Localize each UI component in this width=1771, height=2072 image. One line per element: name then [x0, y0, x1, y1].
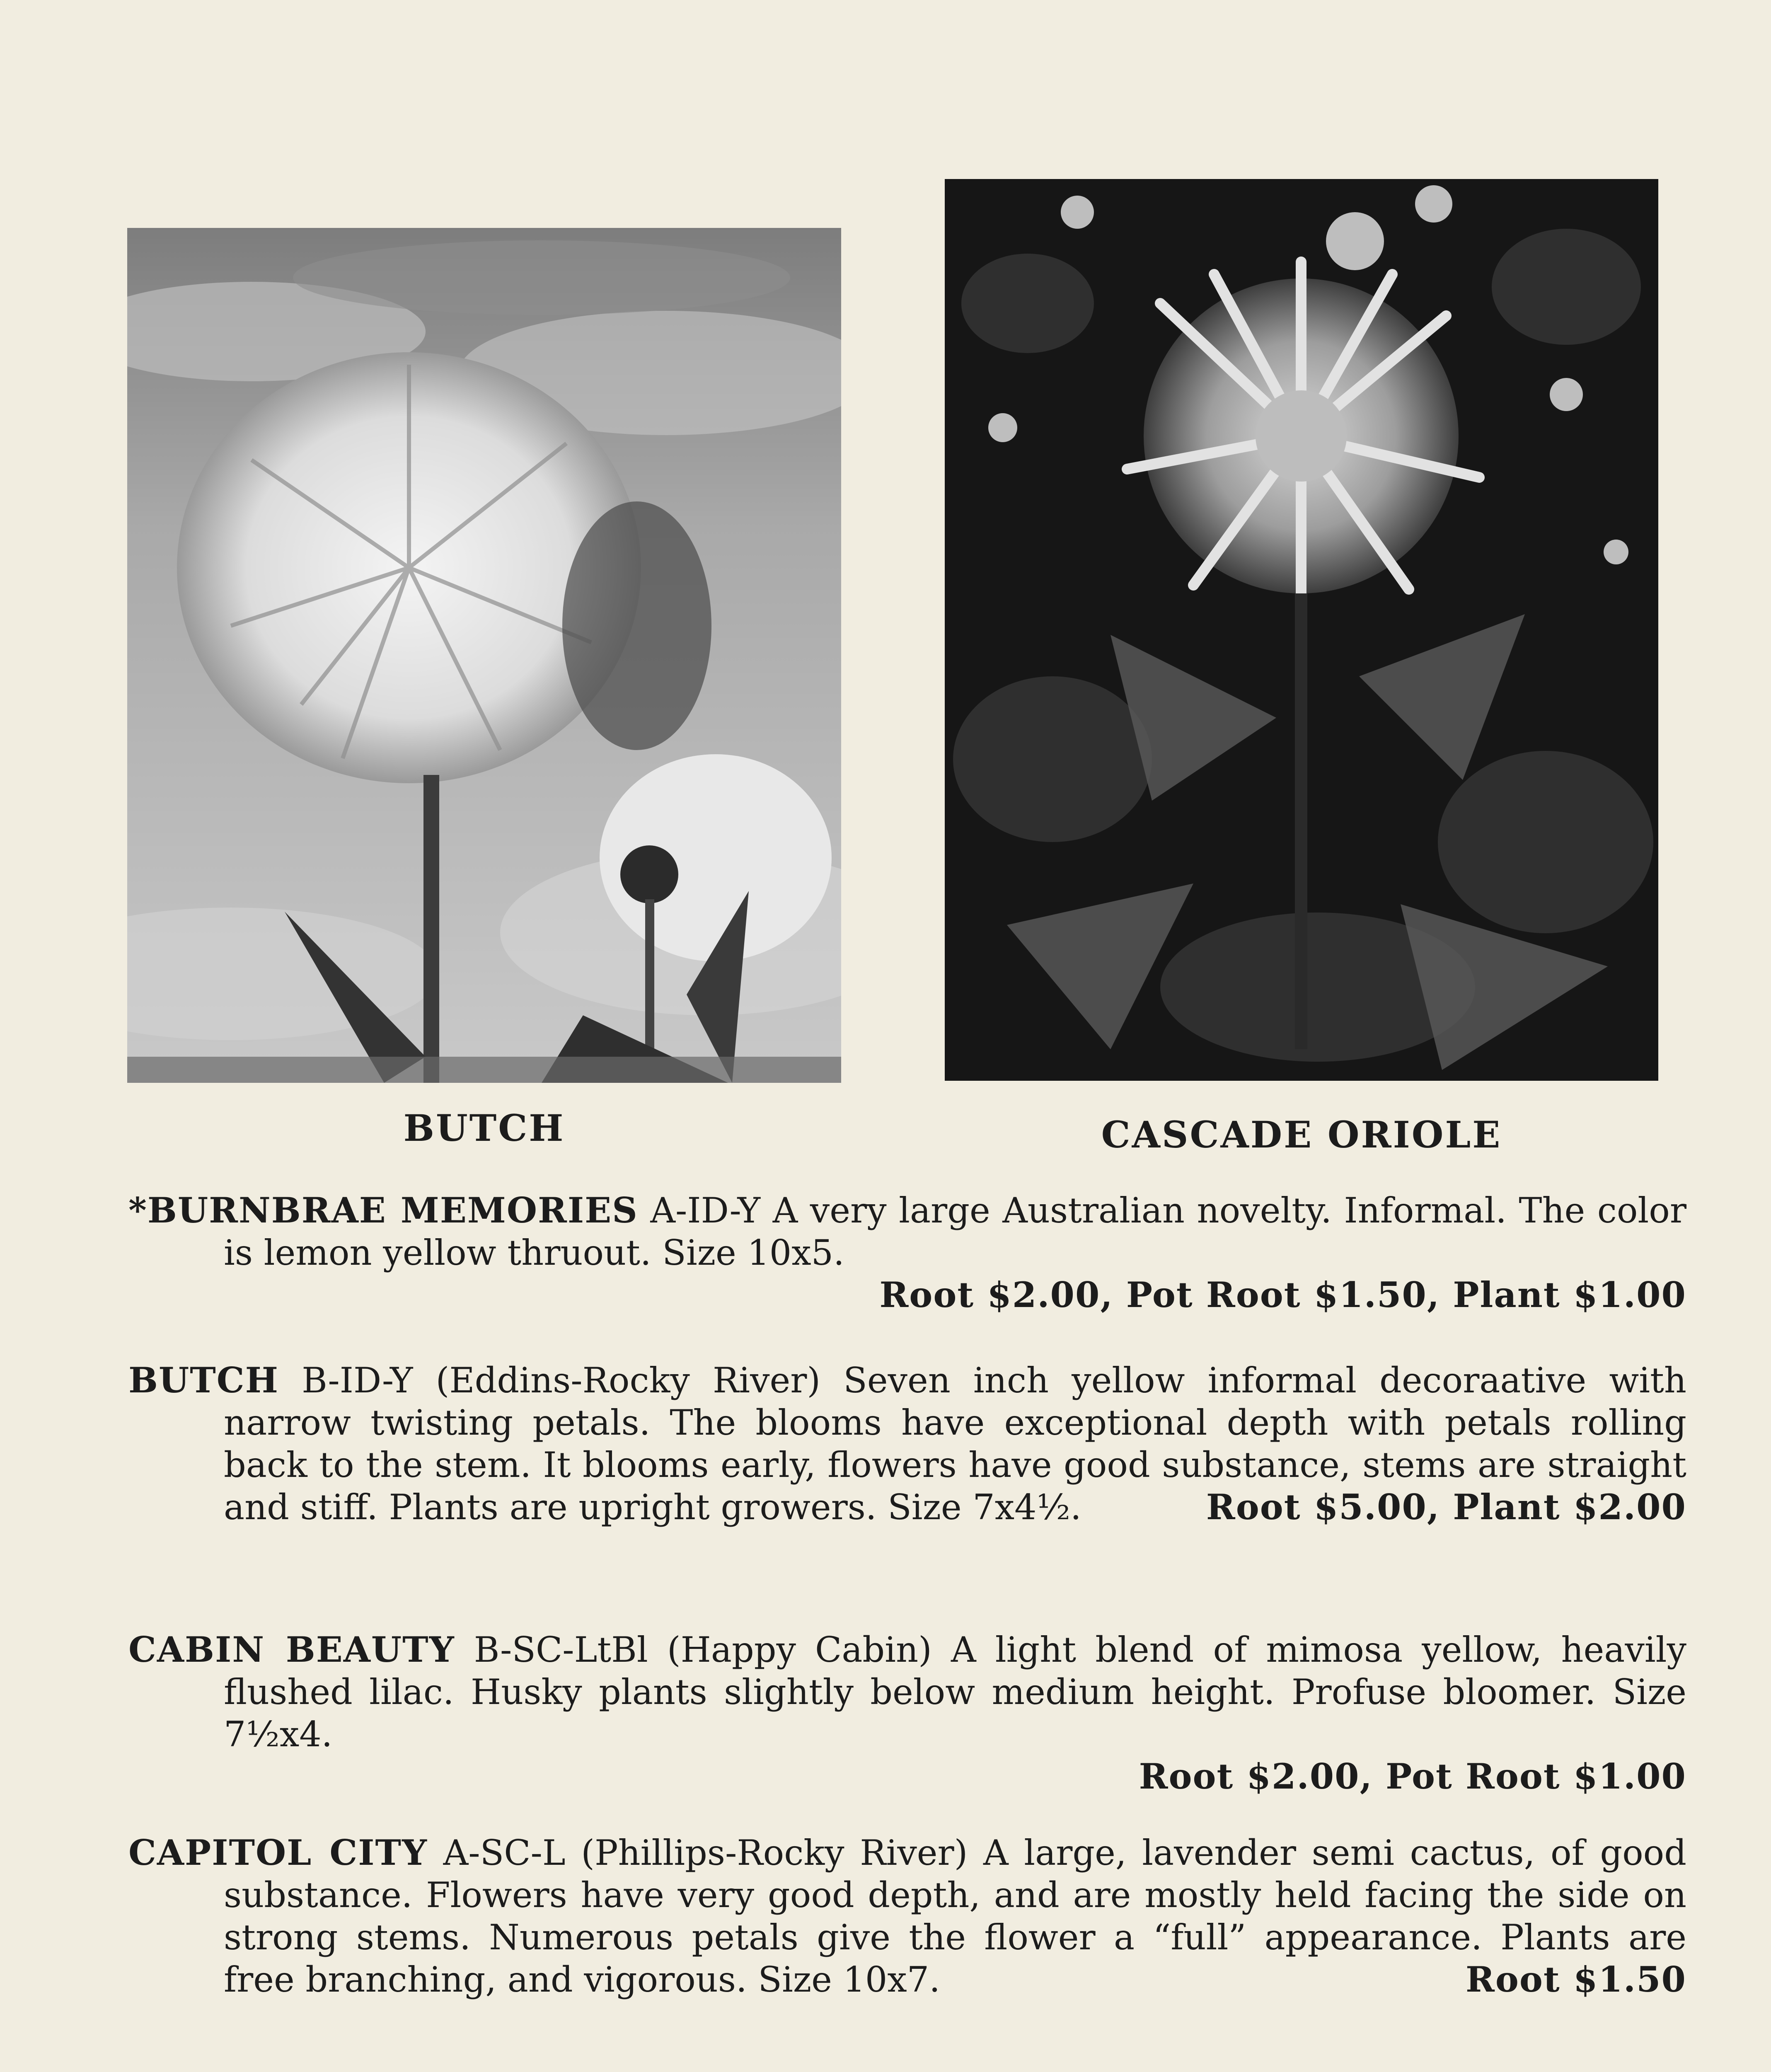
entry-name: CABIN BEAUTY — [128, 1629, 455, 1670]
entry-text — [128, 1832, 1686, 2001]
entry-text — [128, 1189, 1686, 1274]
entry-butch — [128, 1359, 1686, 1528]
dahlia-photo-butch-image — [127, 228, 841, 1083]
entry-description: A-ID-Y A very large Australian novelty. Informal. The color is lemon yellow thruout. Size 10x5. — [224, 1190, 1686, 1273]
entry-text — [128, 1629, 1686, 1755]
entry-description: B-SC-LtBl (Happy Cabin) A light blend of mimosa yellow, heavily flushed lilac. Husky plants slightly below medium height. Profuse bloomer. Size 7½x4. — [224, 1629, 1686, 1755]
entry-name: BUTCH — [128, 1360, 279, 1401]
butch-photo — [127, 228, 841, 1083]
entry-price: Root $5.00, Plant $2.00 — [1206, 1486, 1686, 1527]
entry-price: Root $2.00, Pot Root $1.50, Plant $1.00 — [879, 1274, 1686, 1315]
entry-name: *BURNBRAE MEMORIES — [128, 1190, 638, 1231]
entry-text — [128, 1359, 1686, 1528]
cascade-oriole-caption: CASCADE ORIOLE — [1101, 1113, 1502, 1156]
entry-price: Root $2.00, Pot Root $1.00 — [1139, 1756, 1686, 1797]
cascade-oriole-photo — [945, 179, 1658, 1081]
entry-description: A-SC-L (Phillips-Rocky River) A large, lavender semi cactus, of good substance. Flowers have very good depth, and are mostly held facing the side on strong stems. Numerous petals give the flower a “full” appearance. Plants are free branching, and vigorous. Size 10x7. — [224, 1832, 1687, 2000]
entry-burnbrae-memories — [128, 1189, 1686, 1316]
entry-name: CAPITOL CITY — [128, 1832, 428, 1873]
entry-description: B-ID-Y (Eddins-Rocky River) Seven inch yellow informal decoraative with narrow twisting petals. The blooms have exceptional depth with petals rolling back to the stem. It blooms early, flowers have good substance, stems are straight and stiff. Plants are upright growers. Size 7x4½. — [224, 1360, 1686, 1527]
entry-price: Root $1.50 — [1466, 1959, 1686, 2000]
butch-caption: BUTCH — [403, 1106, 565, 1150]
dahlia-photo-cascade-oriole-image — [945, 179, 1658, 1081]
entry-cabin-beauty — [128, 1629, 1686, 1798]
entry-capitol-city — [128, 1832, 1686, 2001]
